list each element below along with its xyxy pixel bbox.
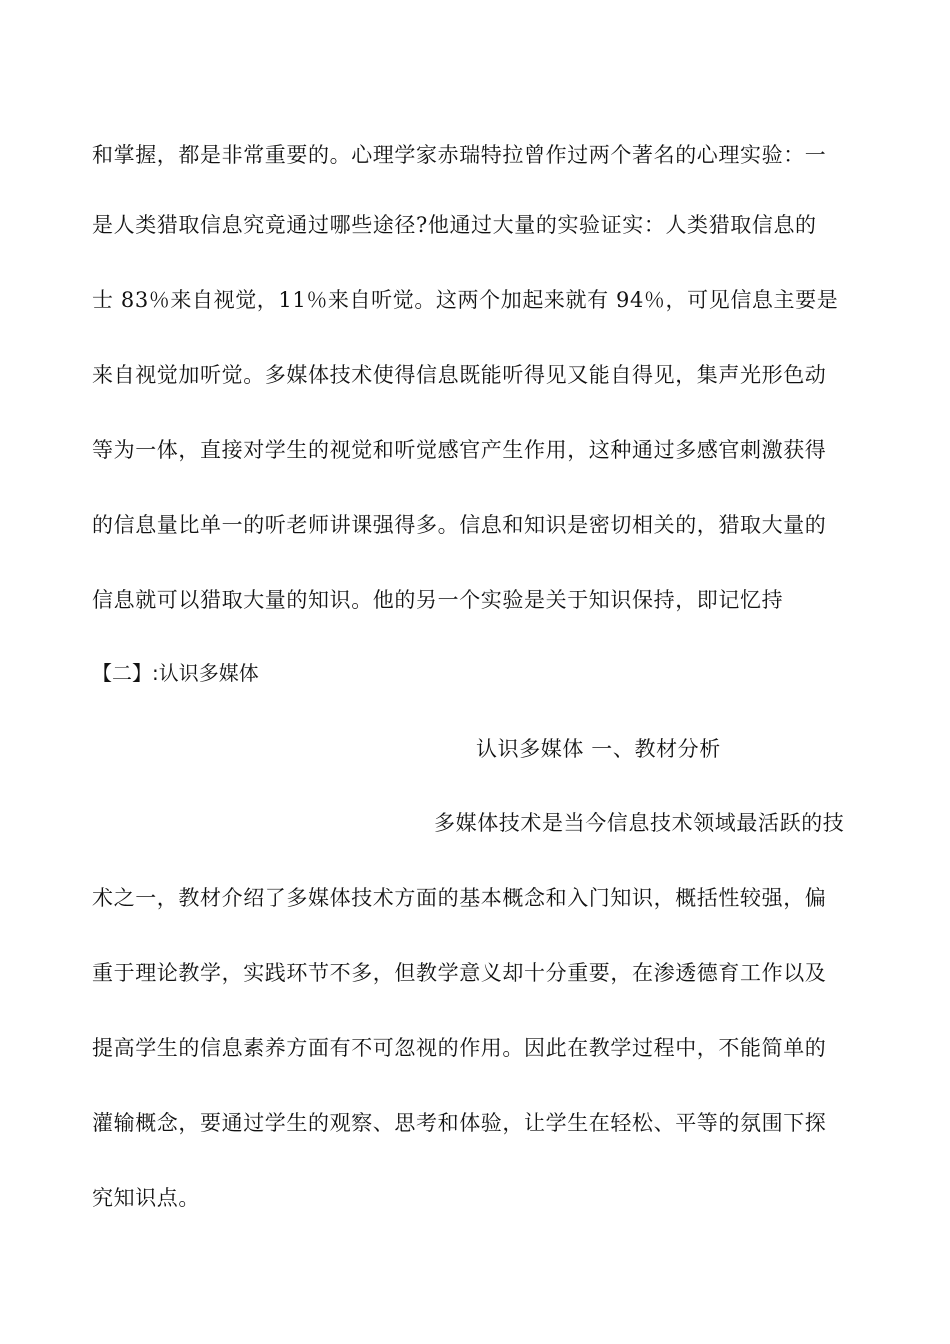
paragraph2-first-line: 多媒体技术是当今信息技术领域最活跃的技	[434, 811, 845, 835]
paragraph2-line: 灌输概念，要通过学生的观察、思考和体验，让学生在轻松、平等的氛围下探	[92, 1111, 827, 1135]
paragraph2-line: 术之一，教材介绍了多媒体技术方面的基本概念和入门知识，概括性较强，偏	[92, 886, 827, 910]
paragraph1-line: 士 83％来自视觉，11％来自听觉。这两个加起来就有 94％，可见信息主要是	[92, 288, 839, 312]
section-heading: 【二】:认识多媒体	[92, 661, 259, 685]
paragraph1-line: 的信息量比单一的听老师讲课强得多。信息和知识是密切相关的，猎取大量的	[92, 513, 827, 537]
paragraph2-line: 究知识点。	[92, 1186, 200, 1210]
paragraph1-line: 等为一体，直接对学生的视觉和听觉感官产生作用，这种通过多感官刺激获得	[92, 438, 827, 462]
paragraph1-line: 是人类猎取信息究竟通过哪些途径?他通过大量的实验证实：人类猎取信息的	[92, 213, 817, 237]
paragraph1-line: 信息就可以猎取大量的知识。他的另一个实验是关于知识保持，即记忆持	[92, 588, 784, 612]
paragraph2-line: 重于理论教学，实践环节不多，但教学意义却十分重要，在渗透德育工作以及	[92, 961, 827, 985]
paragraph1-line: 来自视觉加听觉。多媒体技术使得信息既能听得见又能自得见，集声光形色动	[92, 363, 827, 387]
section-subtitle: 认识多媒体 一、教材分析	[476, 737, 721, 761]
paragraph2-line: 提高学生的信息素养方面有不可忽视的作用。因此在教学过程中，不能简单的	[92, 1036, 827, 1060]
paragraph1-line: 和掌握，都是非常重要的。心理学家赤瑞特拉曾作过两个著名的心理实验：一	[92, 143, 827, 167]
